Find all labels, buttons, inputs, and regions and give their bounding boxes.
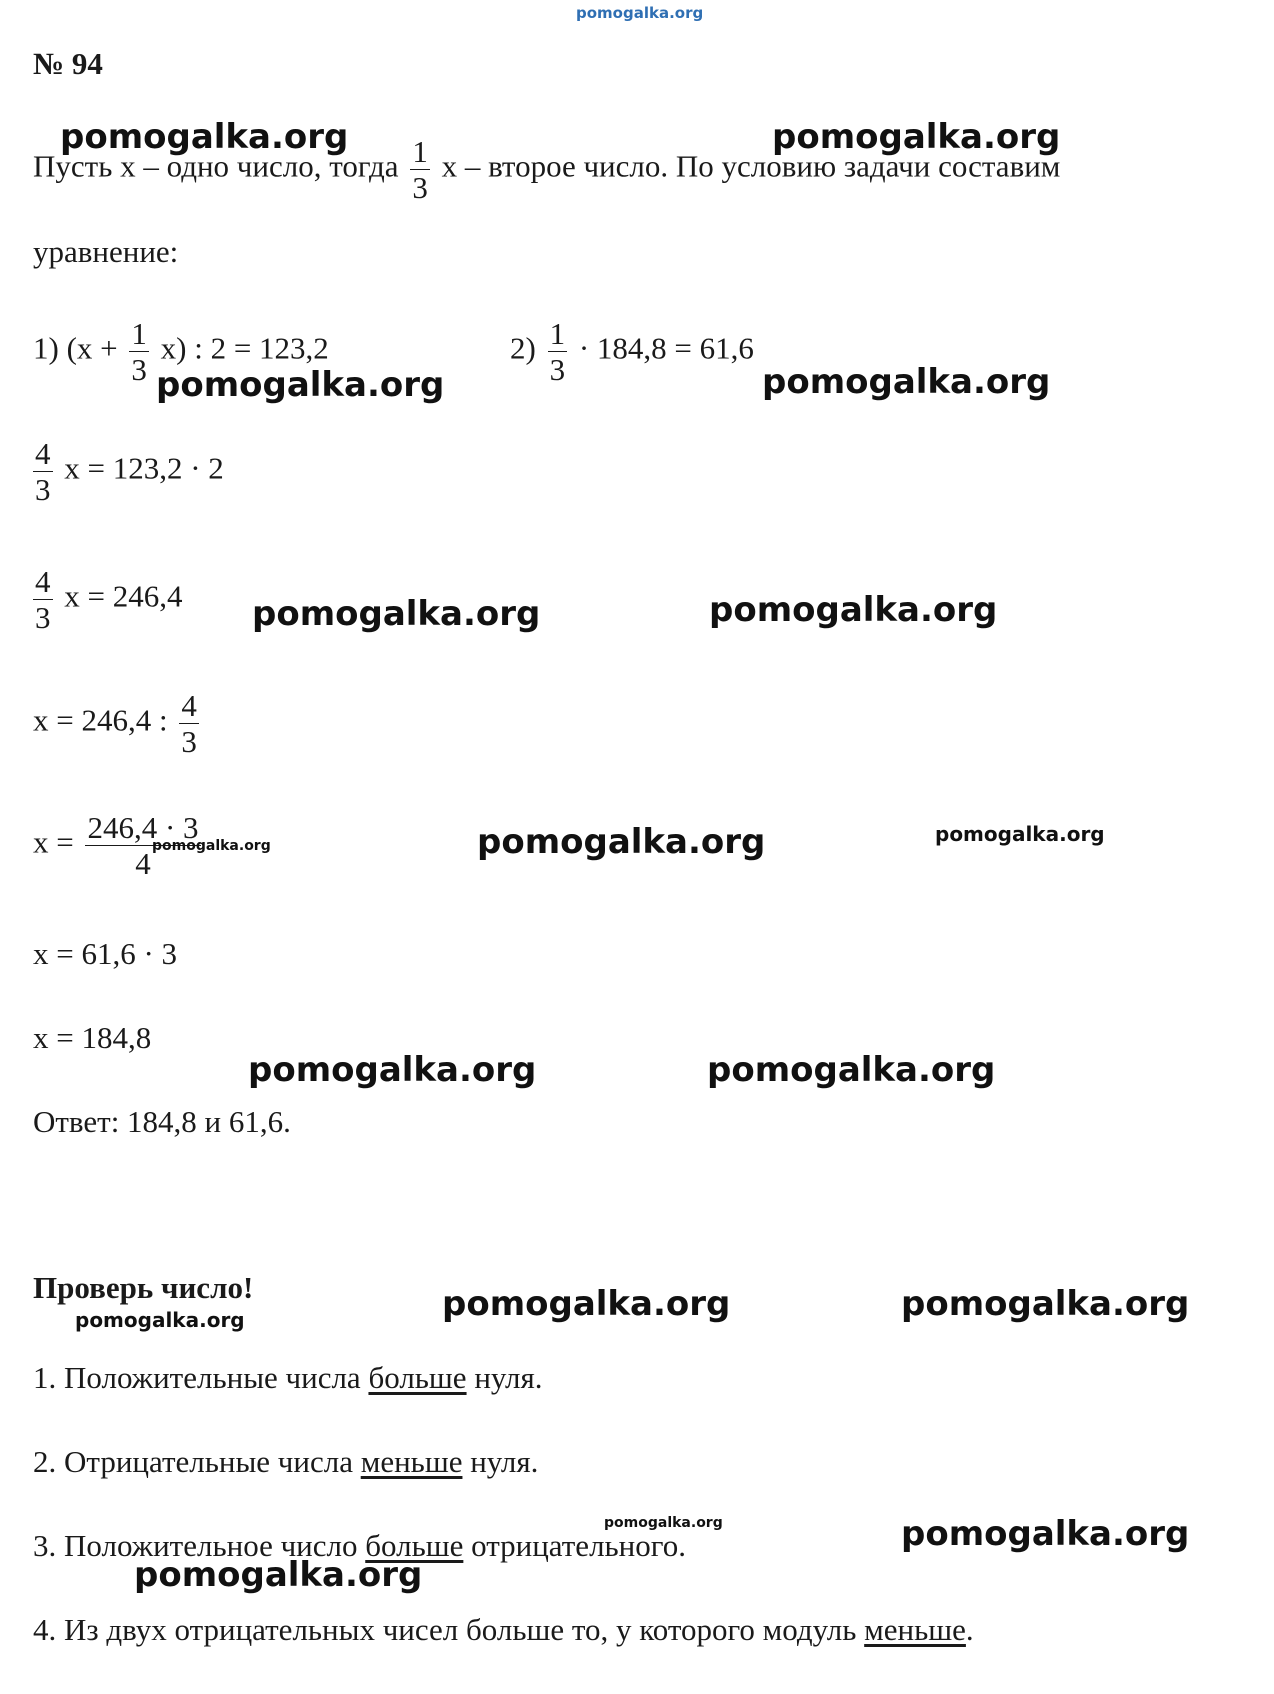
check-item-underlined: больше bbox=[368, 1360, 467, 1395]
check-item-text: Положительное число bbox=[64, 1528, 358, 1563]
check-item-end: . bbox=[965, 1612, 974, 1647]
fraction-numerator: 246,4 · 3 bbox=[87, 810, 199, 845]
fraction-denominator: 3 bbox=[131, 352, 147, 387]
step-2-fraction bbox=[548, 318, 568, 385]
check-item-number: 3. bbox=[33, 1528, 57, 1563]
watermark: pomogalka.org bbox=[762, 362, 1051, 402]
watermark: pomogalka.org bbox=[75, 1308, 245, 1332]
fraction-numerator: 1 bbox=[412, 134, 428, 169]
intro-text-1: Пусть x – одно число, тогда bbox=[33, 148, 399, 184]
watermark: pomogalka.org bbox=[442, 1284, 731, 1324]
fraction-denominator: 3 bbox=[412, 170, 428, 205]
fraction-numerator: 4 bbox=[35, 436, 51, 471]
watermark: pomogalka.org bbox=[707, 1050, 996, 1090]
check-item-underlined: меньше bbox=[864, 1612, 966, 1647]
watermark: pomogalka.org bbox=[248, 1050, 537, 1090]
check-item-number: 2. bbox=[33, 1444, 57, 1479]
step-2 bbox=[510, 318, 754, 385]
check-item-text: Положительные числа bbox=[64, 1360, 361, 1395]
equation-1-fraction bbox=[33, 438, 53, 505]
intro-fraction bbox=[410, 136, 430, 203]
watermark: pomogalka.org bbox=[604, 1515, 723, 1531]
equation-1 bbox=[33, 438, 224, 505]
equation-3 bbox=[33, 690, 203, 757]
check-item-end: нуля. bbox=[470, 1444, 539, 1479]
equation-5: x = 61,6 · 3 bbox=[33, 936, 178, 971]
step-2-suffix: · 184,8 = 61,6 bbox=[578, 330, 754, 366]
fraction-numerator: 1 bbox=[131, 316, 147, 351]
fraction-denominator: 3 bbox=[35, 600, 51, 635]
equation-3-fraction bbox=[179, 690, 199, 757]
check-item-number: 1. bbox=[33, 1360, 57, 1395]
watermark: pomogalka.org bbox=[935, 822, 1105, 846]
watermark: pomogalka.org bbox=[901, 1284, 1190, 1324]
watermark: pomogalka.org bbox=[772, 117, 1061, 157]
check-item-text: Отрицательные числа bbox=[64, 1444, 353, 1479]
check-item-text: Из двух отрицательных чисел больше то, у которого модуль bbox=[64, 1612, 857, 1647]
fraction-numerator: 4 bbox=[181, 688, 197, 723]
problem-title: № 94 bbox=[33, 46, 103, 81]
fraction-numerator: 4 bbox=[35, 564, 51, 599]
check-item-underlined: больше bbox=[365, 1528, 464, 1563]
watermark: pomogalka.org bbox=[252, 594, 541, 634]
intro-text-2: x – второе число. По условию задачи составим bbox=[441, 148, 1061, 184]
check-item-end: нуля. bbox=[474, 1360, 543, 1395]
equation-6: x = 184,8 bbox=[33, 1020, 152, 1055]
check-item-end: отрицательного. bbox=[471, 1528, 686, 1563]
fraction-denominator: 4 bbox=[135, 846, 151, 881]
watermark: pomogalka.org bbox=[152, 838, 271, 854]
watermark: pomogalka.org bbox=[709, 590, 998, 630]
check-item-1 bbox=[33, 1362, 543, 1393]
watermark: pomogalka.org bbox=[156, 365, 445, 405]
intro-line-2: уравнение: bbox=[33, 234, 179, 269]
watermark: pomogalka.org bbox=[901, 1514, 1190, 1554]
step-2-prefix: 2) bbox=[510, 330, 536, 366]
answer: Ответ: 184,8 и 61,6. bbox=[33, 1104, 291, 1139]
watermark: pomogalka.org bbox=[60, 117, 349, 157]
fraction-numerator: 1 bbox=[549, 316, 566, 351]
equation-4-prefix: x = bbox=[33, 824, 74, 860]
watermark-top: pomogalka.org bbox=[576, 4, 704, 22]
check-item-2 bbox=[33, 1446, 538, 1477]
check-item-number: 4. bbox=[33, 1612, 57, 1647]
equation-3-prefix: x = 246,4 : bbox=[33, 702, 168, 738]
equation-2-fraction bbox=[33, 566, 53, 633]
equation-1-rest: x = 123,2 · 2 bbox=[64, 450, 224, 486]
check-item-underlined: меньше bbox=[360, 1444, 463, 1479]
fraction-denominator: 3 bbox=[181, 724, 197, 759]
step-1-suffix: x) : 2 = 123,2 bbox=[160, 330, 329, 366]
equation-2-rest: x = 246,4 bbox=[64, 578, 183, 614]
check-item-4 bbox=[33, 1614, 974, 1645]
fraction-denominator: 3 bbox=[35, 472, 51, 507]
equation-2 bbox=[33, 566, 182, 633]
fraction-denominator: 3 bbox=[549, 352, 566, 387]
watermark: pomogalka.org bbox=[134, 1555, 423, 1595]
step-1-fraction bbox=[129, 318, 149, 385]
check-title: Проверь число! bbox=[33, 1270, 254, 1305]
watermark: pomogalka.org bbox=[477, 822, 766, 862]
step-1-prefix: 1) (x + bbox=[33, 330, 118, 366]
